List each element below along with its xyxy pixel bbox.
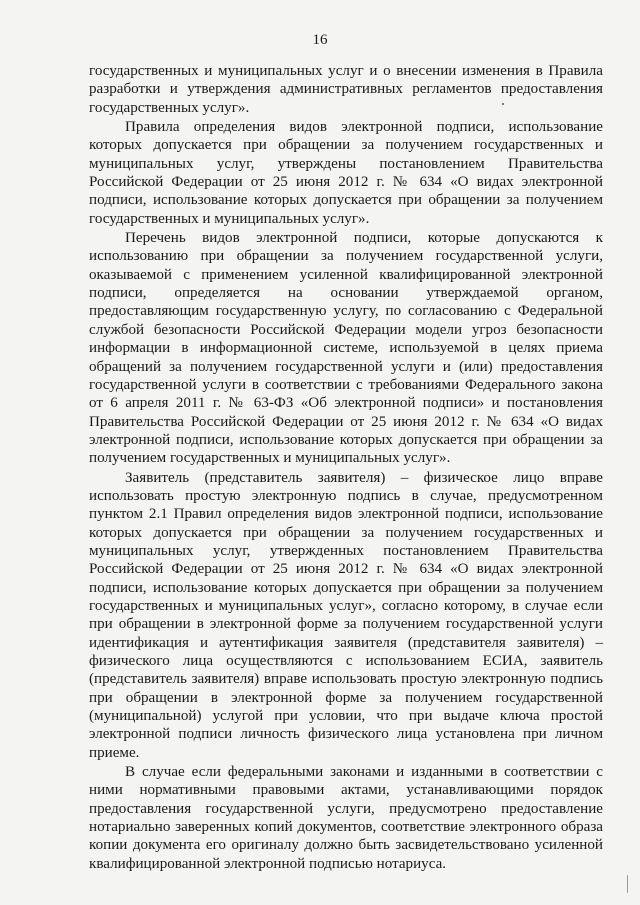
scan-speck [502, 103, 504, 105]
paragraph-continuation: государственных и муниципальных услуг и о внесении изменения в Правила разработки и утверждения административных регламентов предоставления государственных услуг». [89, 63, 603, 116]
page-number: 16 [312, 32, 328, 48]
document-body [89, 62, 603, 873]
paragraph-notary-copies: В случае если федеральными законами и изданными в соответствии с ними нормативными правовыми актами, устанавливающими порядок предоставления государственной услуги, предусмотрено предоставление нотариально заверенных копий документов, соответствие электронного образа копии документа его оригиналу должно быть засвидетельствовано усиленной квалифицированной электронной подписью нотариуса. [89, 764, 603, 872]
paragraph-applicant-simple-signature: Заявитель (представитель заявителя) – физическое лицо вправе использовать простую электронную подпись в случае, предусмотренном пунктом 2.1 Правил определения видов электронной подписи, использование которых допускается при обращении за получением государственных и муниципальных услуг, утвержденных постановлением Правительства Российской Федерации от 25 июня 2012 г. № 634 «О видах электронной подписи, использование которых допускается при обращении за получением государственных и муниципальных услуг», согласно которому, в случае если при обращении в электронной форме за получением государственной услуги идентификация и аутентификация заявителя (представителя заявителя) – физического лица осуществляются с использованием ЕСИА, заявитель (представитель заявителя) вправе использовать простую электронную подпись при обращении в электронной форме за получением государственной (муниципальной) услугой при условии, что при выдаче ключа простой электронной подписи личность физического лица установлена при личном приеме. [89, 469, 603, 761]
paragraph-signature-rules: Правила определения видов электронной подписи, использование которых допускается при обращении за получением государственных и муниципальных услуг, утверждены постановлением Правительства Российской Федерации от 25 июня 2012 г. № 634 «О видах электронной подписи, использование которых допускается при обращении за получением государственных и муниципальных услуг». [89, 119, 603, 227]
scan-speck [627, 875, 628, 893]
paragraph-signature-list: Перечень видов электронной подписи, которые допускаются к использованию при обращении за получением государственной услуги, оказываемой с применением усиленной квалифицированной электронной подписи, определяется на основании утверждаемой органом, предоставляющим государственную услугу, по согласованию с Федеральной службой безопасности Российской Федерации модели угроз безопасности информации в информационной системе, используемой в целях приема обращений за получением государственной услуги и (или) предоставления государственной услуги в соответствии с требованиями Федерального закона от 6 апреля 2011 г. № 63-ФЗ «Об электронной подписи» и постановления Правительства Российской Федерации от 25 июня 2012 г. № 634 «О видах электронной подписи, использование которых допускается при обращении за получением государственных и муниципальных услуг». [89, 230, 603, 467]
